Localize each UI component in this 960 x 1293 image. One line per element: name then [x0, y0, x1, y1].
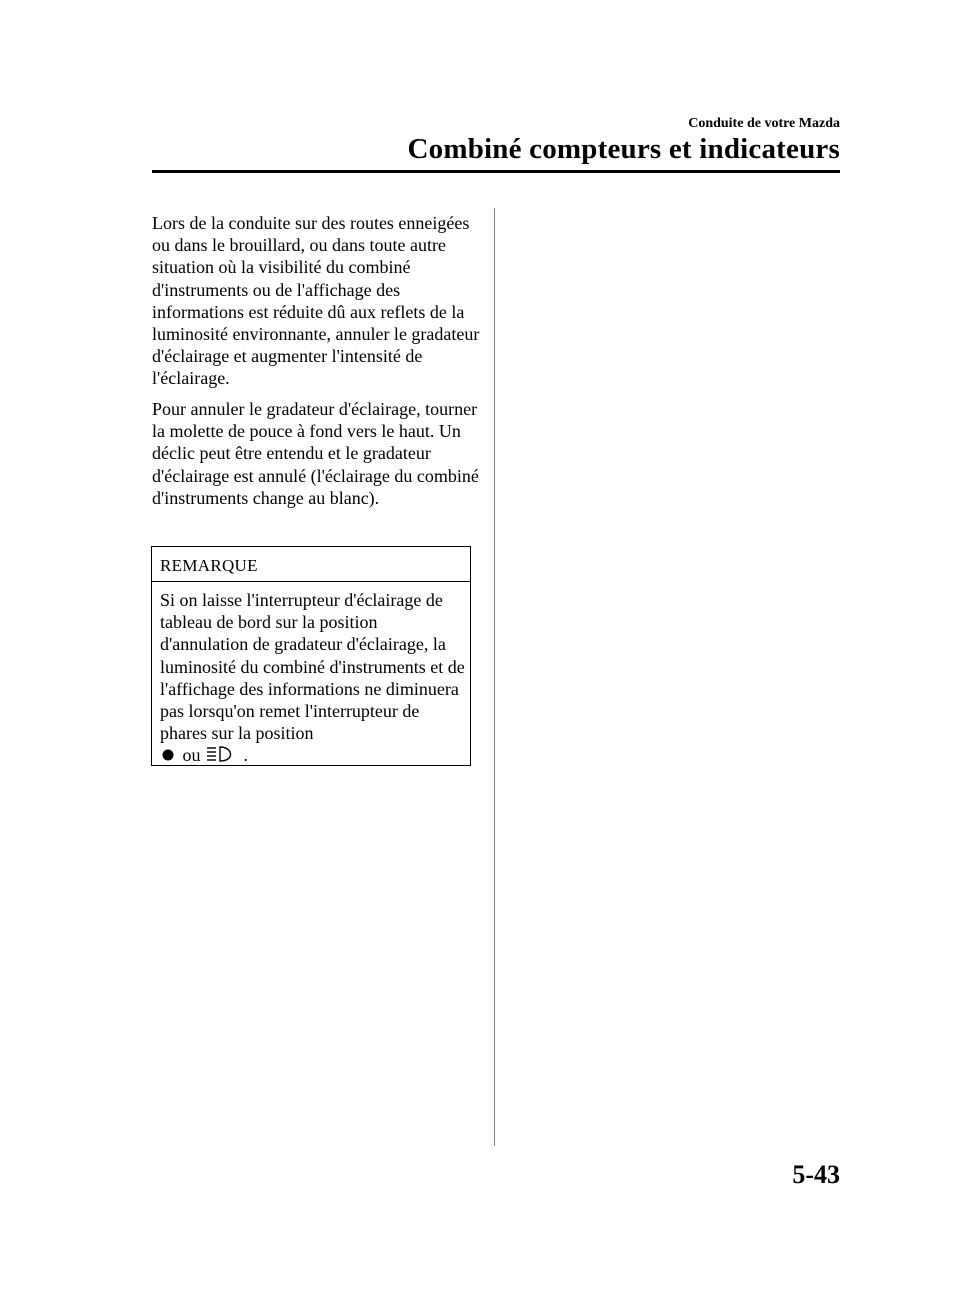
headlight-icon — [205, 745, 239, 768]
note-box — [151, 546, 471, 766]
parking-light-icon — [160, 746, 178, 768]
column-divider — [494, 208, 495, 1146]
note-text: Si on laisse l'interrupteur d'éclairage de tableau de bord sur la position d'annulation de gradateur d'éclairage, la luminosité du combiné d'instruments et de l'affichage des informations ne diminuera pas lorsqu'on remet l'interrupteur de phares sur la position — [160, 590, 465, 744]
chapter-title: Conduite de votre Mazda — [688, 116, 840, 131]
page-number: 5-43 — [792, 1160, 840, 1189]
section-title: Combiné compteurs et indicateurs — [407, 133, 840, 165]
paragraph-cancel-dimmer: Pour annuler le gradateur d'éclairage, tourner la molette de pouce à fond vers le haut. Un déclic peut être entendu et le gradateur d'éclairage est annulé (l'éclairage du combiné d'instruments change au blanc). — [152, 399, 479, 508]
paragraph-visibility: Lors de la conduite sur des routes enneigées ou dans le brouillard, ou dans toute autre situation où la visibilité du combiné d'instruments ou de l'affichage des informations est réduite dû aux reflets de la luminosité environnante, annuler le gradateur d'éclairage et augmenter l'intensité de l'éclairage. — [152, 213, 480, 389]
note-end-punctuation: . — [243, 745, 248, 766]
note-last-line — [160, 744, 468, 768]
note-rule — [152, 581, 470, 582]
note-conjunction: ou — [182, 745, 201, 766]
note-body — [160, 589, 468, 769]
header-rule — [152, 170, 840, 173]
note-heading: REMARQUE — [160, 556, 258, 575]
